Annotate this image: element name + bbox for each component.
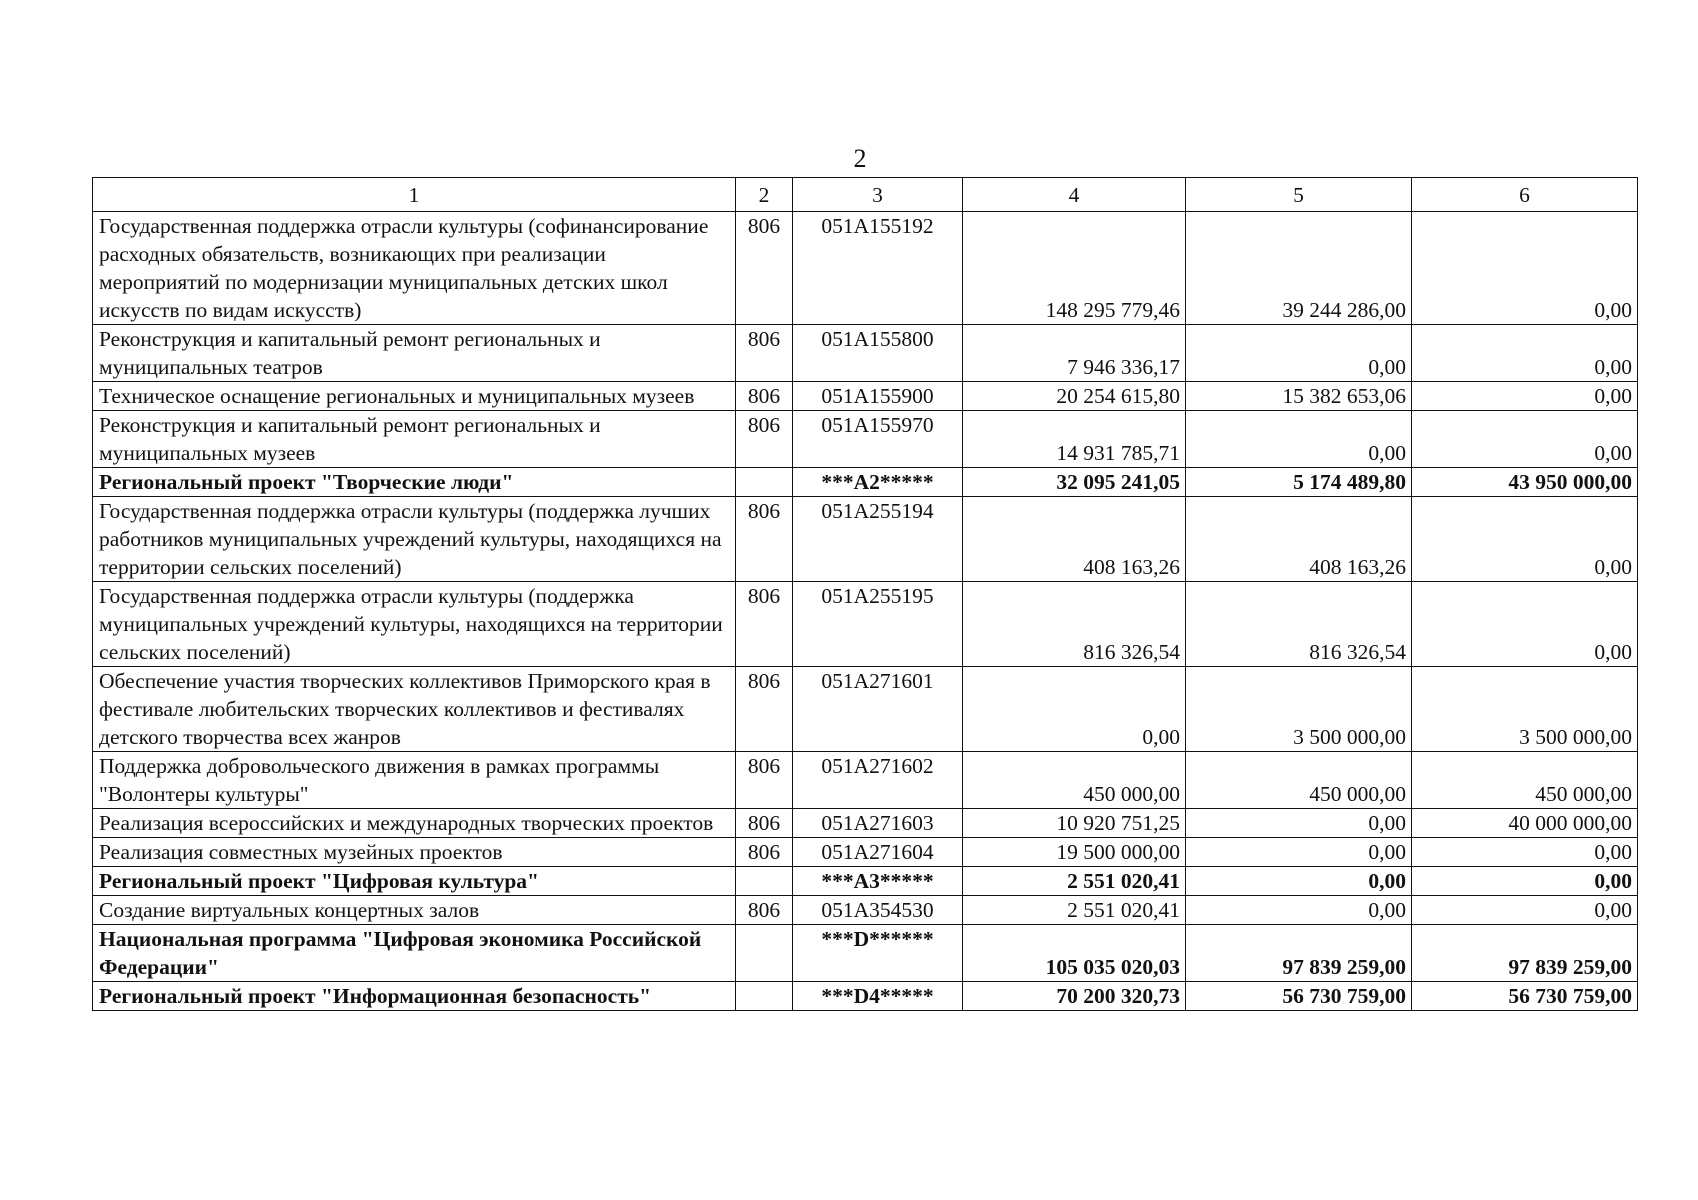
row-value-5-cell: 97 839 259,00: [1186, 925, 1412, 982]
table-row: [93, 667, 1638, 752]
row-code-cell: 806: [736, 212, 793, 325]
row-csr-cell: ***A3*****: [793, 867, 963, 896]
table-row: [93, 411, 1638, 468]
row-csr-cell: 051A354530: [793, 896, 963, 925]
row-value-6-cell: 0,00: [1412, 325, 1638, 382]
row-code-cell: 806: [736, 325, 793, 382]
row-name-cell: Техническое оснащение региональных и муниципальных музеев: [93, 382, 736, 411]
row-csr-cell: 051A271602: [793, 752, 963, 809]
row-value-4-cell: 0,00: [963, 667, 1186, 752]
row-value-6-cell: 0,00: [1412, 411, 1638, 468]
row-value-5-cell: 56 730 759,00: [1186, 982, 1412, 1011]
row-value-6-cell: 3 500 000,00: [1412, 667, 1638, 752]
row-code-cell: [736, 867, 793, 896]
table-row-summary: [93, 925, 1638, 982]
row-name-cell: Создание виртуальных концертных залов: [93, 896, 736, 925]
row-name-cell: Государственная поддержка отрасли культуры (поддержка лучших работников муниципальных учреждений культуры, находящихся на территории сельских поселений): [93, 497, 736, 582]
row-value-4-cell: 70 200 320,73: [963, 982, 1186, 1011]
row-csr-cell: 051A255195: [793, 582, 963, 667]
row-value-5-cell: 0,00: [1186, 325, 1412, 382]
row-value-6-cell: 0,00: [1412, 867, 1638, 896]
table-header-row: [93, 178, 1638, 212]
row-name-cell: Региональный проект "Информационная безопасность": [93, 982, 736, 1011]
row-value-4-cell: 10 920 751,25: [963, 809, 1186, 838]
row-value-4-cell: 19 500 000,00: [963, 838, 1186, 867]
row-value-6-cell: 0,00: [1412, 582, 1638, 667]
row-name-cell: Реализация всероссийских и международных творческих проектов: [93, 809, 736, 838]
row-csr-cell: ***D******: [793, 925, 963, 982]
row-value-6-cell: 56 730 759,00: [1412, 982, 1638, 1011]
table-row: [93, 497, 1638, 582]
row-value-5-cell: 15 382 653,06: [1186, 382, 1412, 411]
row-csr-cell: 051A155970: [793, 411, 963, 468]
table-row: [93, 809, 1638, 838]
row-value-4-cell: 32 095 241,05: [963, 468, 1186, 497]
row-value-5-cell: 0,00: [1186, 838, 1412, 867]
table-row: [93, 838, 1638, 867]
table-row: [93, 752, 1638, 809]
row-value-4-cell: 14 931 785,71: [963, 411, 1186, 468]
row-value-4-cell: 2 551 020,41: [963, 867, 1186, 896]
row-csr-cell: 051A271603: [793, 809, 963, 838]
row-code-cell: [736, 468, 793, 497]
row-value-6-cell: 0,00: [1412, 838, 1638, 867]
row-value-4-cell: 816 326,54: [963, 582, 1186, 667]
row-value-5-cell: 0,00: [1186, 867, 1412, 896]
row-value-4-cell: 7 946 336,17: [963, 325, 1186, 382]
header-cell-5: 5: [1186, 178, 1412, 212]
header-cell-1: 1: [93, 178, 736, 212]
row-value-6-cell: 40 000 000,00: [1412, 809, 1638, 838]
row-value-5-cell: 39 244 286,00: [1186, 212, 1412, 325]
row-value-5-cell: 0,00: [1186, 896, 1412, 925]
row-value-6-cell: 450 000,00: [1412, 752, 1638, 809]
header-cell-3: 3: [793, 178, 963, 212]
row-csr-cell: 051A271601: [793, 667, 963, 752]
row-value-6-cell: 0,00: [1412, 497, 1638, 582]
row-code-cell: 806: [736, 896, 793, 925]
row-csr-cell: 051A271604: [793, 838, 963, 867]
row-value-5-cell: 3 500 000,00: [1186, 667, 1412, 752]
header-cell-6: 6: [1412, 178, 1638, 212]
row-csr-cell: ***D4*****: [793, 982, 963, 1011]
row-name-cell: Государственная поддержка отрасли культуры (поддержка муниципальных учреждений культуры, находящихся на территории сельских поселений): [93, 582, 736, 667]
row-value-6-cell: 0,00: [1412, 382, 1638, 411]
table-row-summary: [93, 468, 1638, 497]
row-csr-cell: 051A155800: [793, 325, 963, 382]
row-csr-cell: 051A155900: [793, 382, 963, 411]
row-value-6-cell: 97 839 259,00: [1412, 925, 1638, 982]
row-code-cell: 806: [736, 382, 793, 411]
row-value-5-cell: 408 163,26: [1186, 497, 1412, 582]
row-value-4-cell: 20 254 615,80: [963, 382, 1186, 411]
table-row-summary: [93, 982, 1638, 1011]
row-value-4-cell: 408 163,26: [963, 497, 1186, 582]
row-value-5-cell: 5 174 489,80: [1186, 468, 1412, 497]
row-name-cell: Поддержка добровольческого движения в рамках программы "Волонтеры культуры": [93, 752, 736, 809]
header-cell-2: 2: [736, 178, 793, 212]
row-value-4-cell: 450 000,00: [963, 752, 1186, 809]
row-name-cell: Реконструкция и капитальный ремонт региональных и муниципальных театров: [93, 325, 736, 382]
row-value-6-cell: 0,00: [1412, 896, 1638, 925]
row-code-cell: 806: [736, 411, 793, 468]
table-row: [93, 896, 1638, 925]
row-name-cell: Реализация совместных музейных проектов: [93, 838, 736, 867]
row-value-6-cell: 43 950 000,00: [1412, 468, 1638, 497]
row-code-cell: 806: [736, 497, 793, 582]
budget-table: [92, 177, 1638, 1011]
table-row-summary: [93, 867, 1638, 896]
row-name-cell: Региональный проект "Творческие люди": [93, 468, 736, 497]
row-name-cell: Реконструкция и капитальный ремонт региональных и муниципальных музеев: [93, 411, 736, 468]
row-value-6-cell: 0,00: [1412, 212, 1638, 325]
row-value-4-cell: 148 295 779,46: [963, 212, 1186, 325]
row-csr-cell: ***A2*****: [793, 468, 963, 497]
row-code-cell: 806: [736, 838, 793, 867]
row-value-4-cell: 105 035 020,03: [963, 925, 1186, 982]
header-cell-4: 4: [963, 178, 1186, 212]
row-code-cell: 806: [736, 752, 793, 809]
row-code-cell: [736, 982, 793, 1011]
page-number: 2: [853, 144, 867, 173]
row-code-cell: 806: [736, 582, 793, 667]
table-row: [93, 582, 1638, 667]
row-name-cell: Национальная программа "Цифровая экономика Российской Федерации": [93, 925, 736, 982]
row-name-cell: Обеспечение участия творческих коллективов Приморского края в фестивале любительских творческих коллективов и фестивалях детского творчества всех жанров: [93, 667, 736, 752]
row-code-cell: [736, 925, 793, 982]
row-code-cell: 806: [736, 667, 793, 752]
row-code-cell: 806: [736, 809, 793, 838]
row-csr-cell: 051A255194: [793, 497, 963, 582]
table-row: [93, 382, 1638, 411]
row-name-cell: Государственная поддержка отрасли культуры (софинансирование расходных обязательств, возникающих при реализации мероприятий по модернизации муниципальных детских школ искусств по видам искусств): [93, 212, 736, 325]
row-value-5-cell: 816 326,54: [1186, 582, 1412, 667]
row-value-5-cell: 0,00: [1186, 809, 1412, 838]
table-row: [93, 212, 1638, 325]
row-name-cell: Региональный проект "Цифровая культура": [93, 867, 736, 896]
row-value-5-cell: 0,00: [1186, 411, 1412, 468]
row-value-4-cell: 2 551 020,41: [963, 896, 1186, 925]
row-value-5-cell: 450 000,00: [1186, 752, 1412, 809]
table-row: [93, 325, 1638, 382]
row-csr-cell: 051A155192: [793, 212, 963, 325]
